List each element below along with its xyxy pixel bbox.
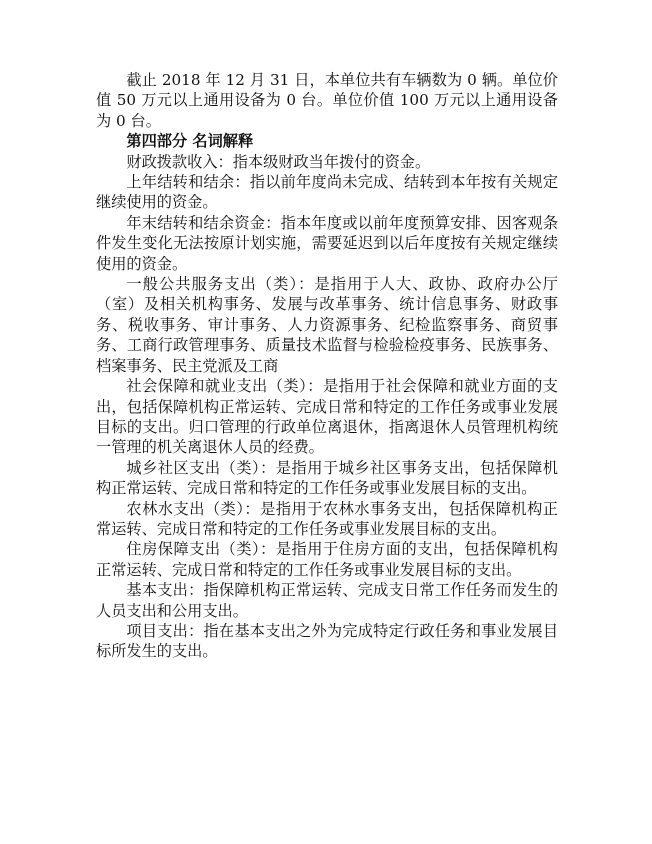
- paragraph-general-public-services: 一般公共服务支出（类）：是指用于人大、政协、政府办公厅（室）及相关机构事务、发展与改革事务、统计信息事务、财政事务、税收事务、审计事务、人力资源事务、纪检监察事务、商贸事务、工商行政管理事务、质量技术监督与检验检疫事务、民族事务、档案事务、民主党派及工商: [96, 275, 558, 375]
- section-heading-glossary: 第四部分 名词解释: [126, 132, 254, 151]
- paragraph-urban-rural-community: 城乡社区支出（类）：是指用于城乡社区事务支出，包括保障机构正常运转、完成日常和特定的工作任务或事业发展目标的支出。: [96, 458, 558, 498]
- paragraph-agriculture-forestry-water: 农林水支出（类）：是指用于农林水事务支出，包括保障机构正常运转、完成日常和特定的工作任务或事业发展目标的支出。: [96, 499, 558, 538]
- paragraph-project-expenditure: 项目支出：指在基本支出之外为完成特定行政任务和事业发展目标所发生的支出。: [96, 621, 558, 661]
- document-page: [96, 70, 558, 662]
- paragraph-vehicles-equipment: 截止 2018 年 12 月 31 日，本单位共有车辆数为 0 辆。单位价值 50 万元以上通用设备为 0 台。单位价值 100 万元以上通用设备为 0 台。: [96, 71, 558, 130]
- paragraph-year-end-carryover: 年末结转和结余资金：指本年度或以前年度预算安排、因客观条件发生变化无法按原计划实施，需要延迟到以后年度按有关规定继续使用的资金。: [96, 213, 558, 273]
- paragraph-prior-year-carryover: 上年结转和结余：指以前年度尚未完成、结转到本年按有关规定继续使用的资金。: [96, 173, 558, 212]
- paragraph-social-security-employment: 社会保障和就业支出（类）：是指用于社会保障和就业方面的支出，包括保障机构正常运转、完成日常和特定的工作任务或事业发展目标的支出。归口管理的行政单位离退休，指离退休人员管理机构统一管理的机关离退休人员的经费。: [96, 377, 558, 457]
- paragraph-housing-security: 住房保障支出（类）：是指用于住房方面的支出，包括保障机构正常运转、完成日常和特定的工作任务或事业发展目标的支出。: [96, 540, 558, 579]
- paragraph-fiscal-appropriation: 财政拨款收入：指本级财政当年拨付的资金。: [126, 152, 431, 171]
- paragraph-basic-expenditure: 基本支出：指保障机构正常运转、完成支日常工作任务而发生的人员支出和公用支出。: [96, 581, 558, 620]
